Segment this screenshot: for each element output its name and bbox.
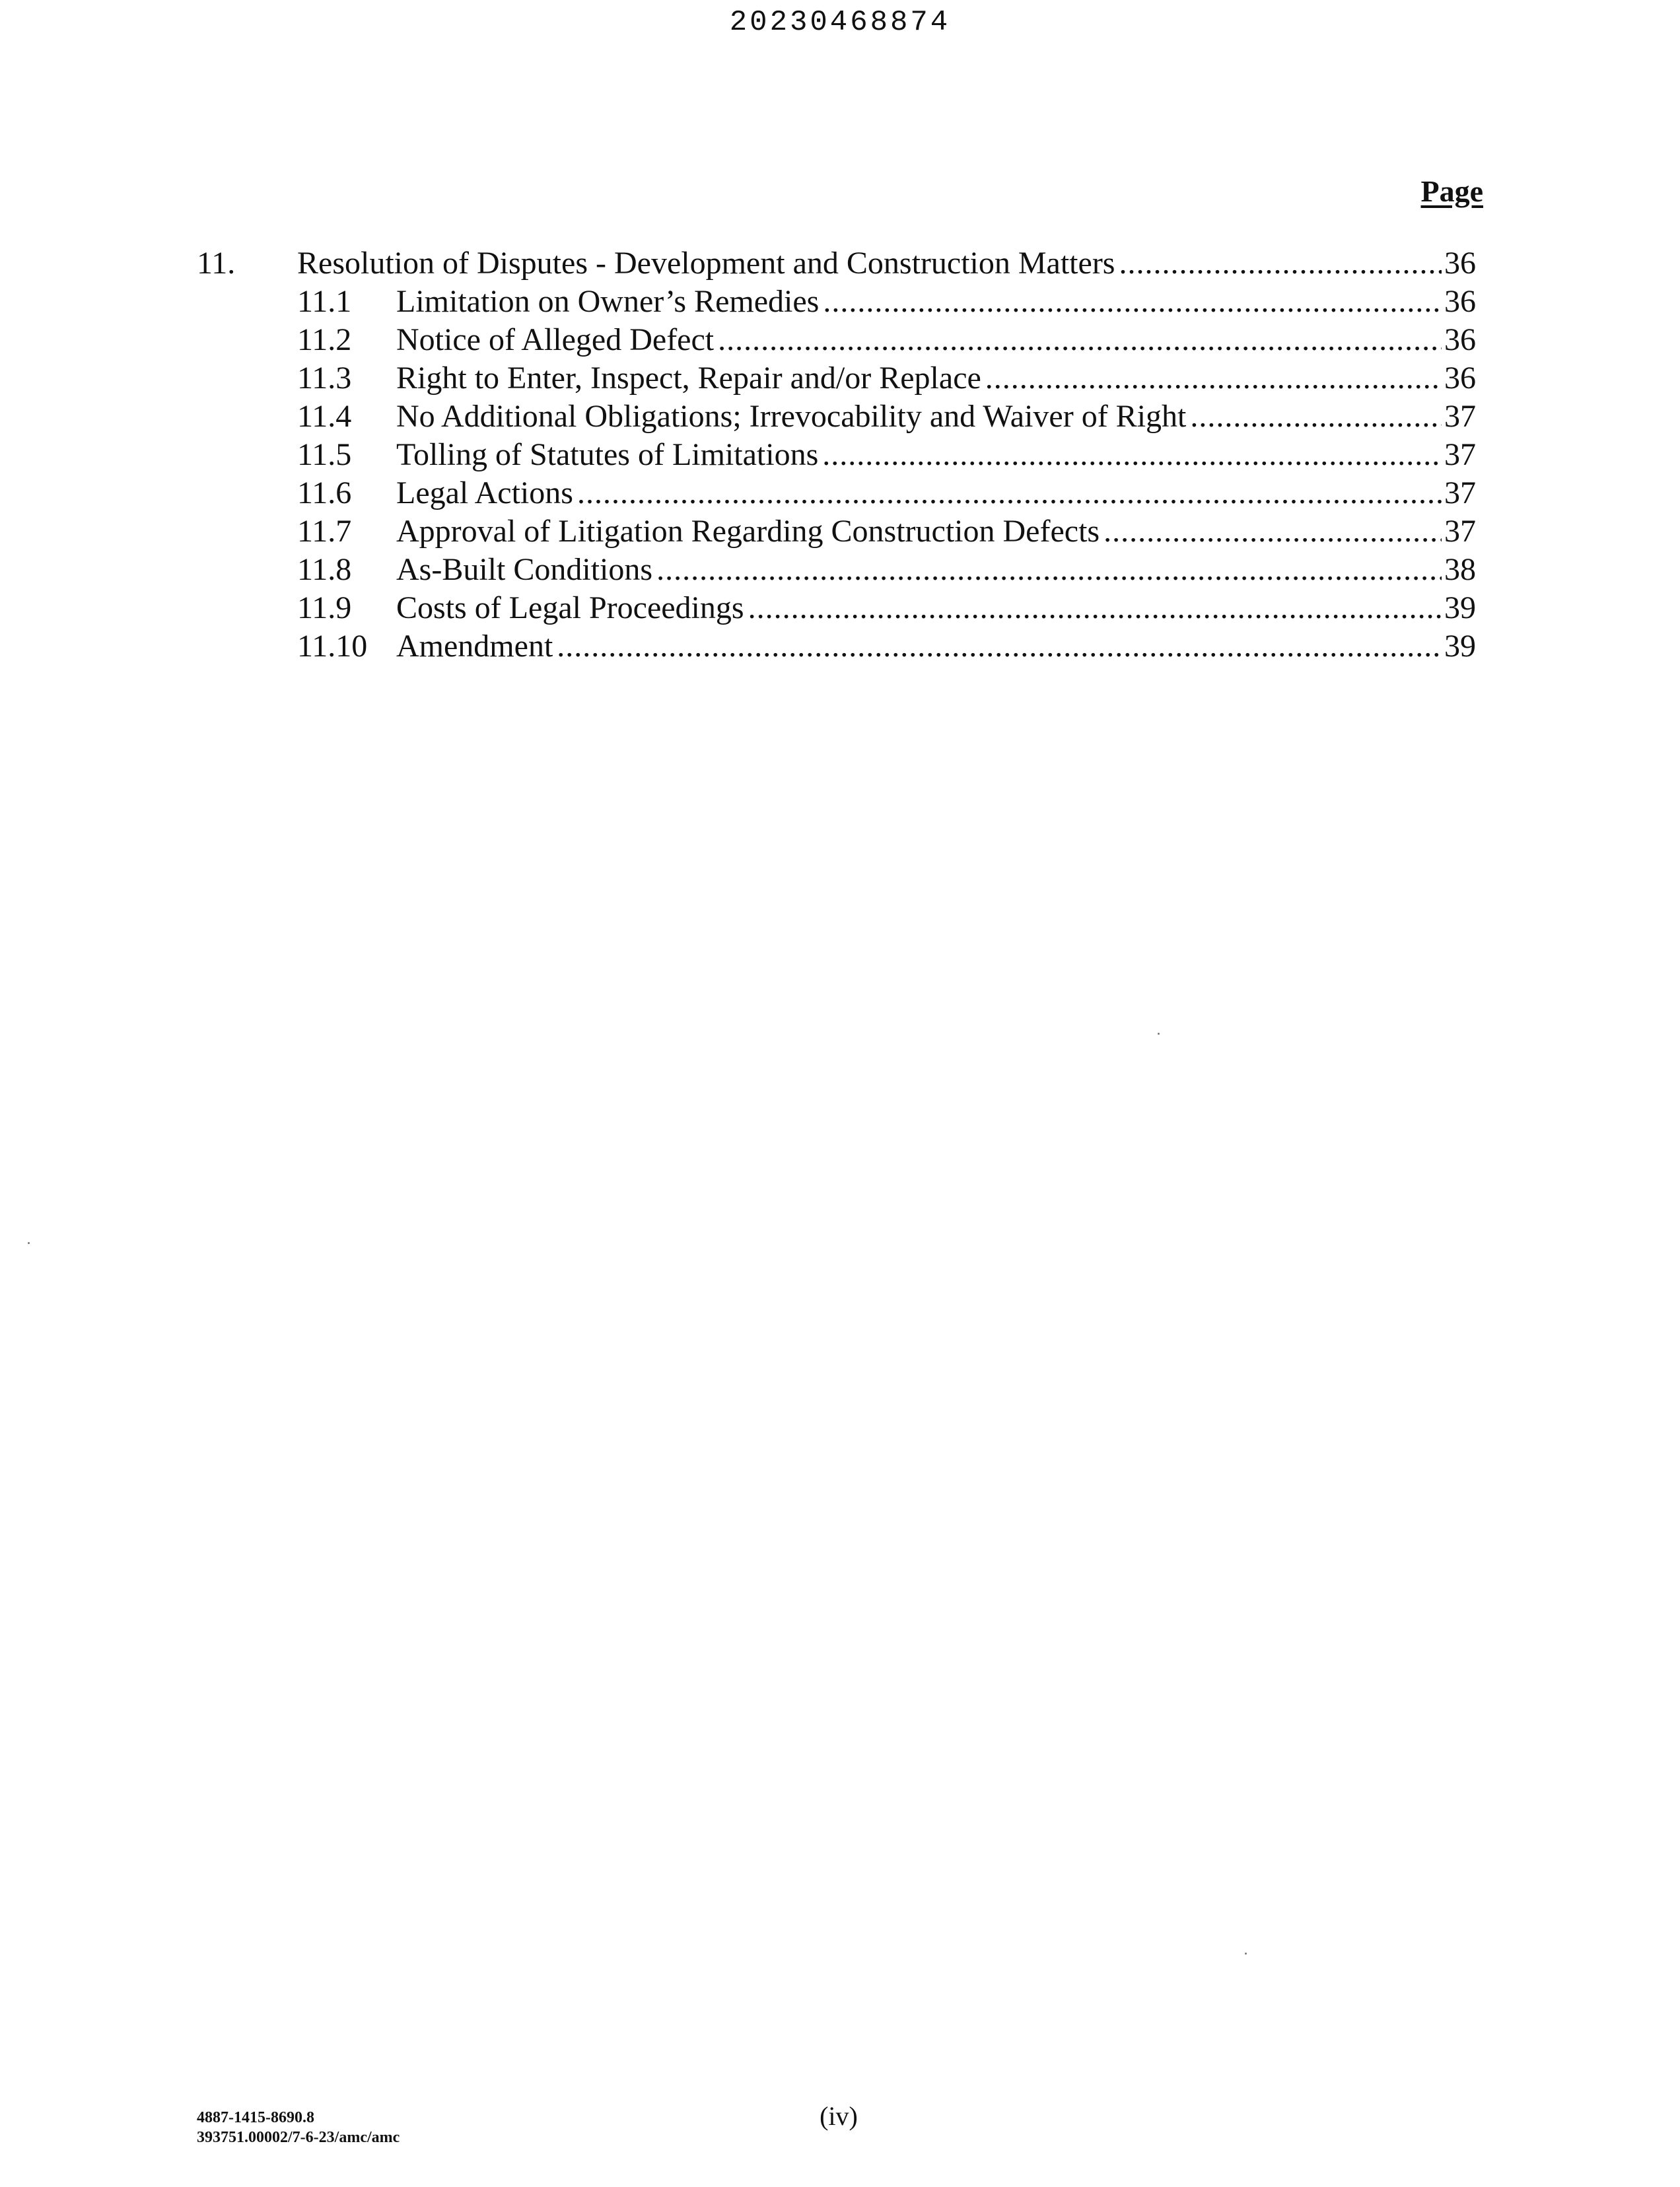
toc-subsection-number: 11.7 (297, 514, 352, 549)
toc-subsection-row (0, 283, 1680, 321)
toc-subsection-page: 36 (1444, 361, 1476, 396)
toc-subsection-number: 11.4 (297, 399, 352, 434)
toc-section-page: 36 (1444, 246, 1476, 281)
dot-leader (577, 474, 1442, 512)
toc-subsection-page: 39 (1444, 590, 1476, 625)
dot-leader (1103, 512, 1442, 551)
toc-subsection-title: Legal Actions (396, 475, 573, 510)
toc-subsection-page: 38 (1444, 552, 1476, 587)
toc-subsection-row (0, 436, 1680, 474)
toc-subsection-page: 37 (1444, 437, 1476, 472)
dot-leader (823, 283, 1442, 321)
toc-subsection-row (0, 512, 1680, 551)
toc-subsection-number: 11.1 (297, 284, 352, 319)
toc-subsection-title: Notice of Alleged Defect (396, 322, 715, 357)
toc-subsection-row (0, 589, 1680, 627)
toc-section-title: Resolution of Disputes - Development and Construction Matters (297, 246, 1115, 281)
toc-subsection-title: Right to Enter, Inspect, Repair and/or Replace (396, 361, 981, 396)
toc-subsection-row (0, 398, 1680, 436)
dot-leader (557, 627, 1442, 666)
toc-subsection-entry (396, 436, 1476, 474)
toc-subsection-row (0, 359, 1680, 398)
toc-subsection-row (0, 321, 1680, 359)
toc-subsection-number: 11.6 (297, 475, 352, 510)
document-id-footer (197, 2108, 400, 2147)
scan-speck (1158, 1033, 1160, 1035)
toc-subsection-page: 39 (1444, 629, 1476, 664)
toc-subsection-entry (396, 321, 1476, 359)
document-id-line: 393751.00002/7-6-23/amc/amc (197, 2129, 400, 2146)
dot-leader (718, 321, 1442, 359)
toc-subsection-number: 11.2 (297, 322, 352, 357)
toc-subsection-title: Limitation on Owner’s Remedies (396, 284, 820, 319)
toc-subsection-number: 11.5 (297, 437, 352, 472)
toc-subsection-page: 36 (1444, 284, 1476, 319)
toc-subsection-number: 11.10 (297, 629, 368, 664)
dot-leader (1119, 244, 1442, 283)
toc-section-entry (297, 244, 1476, 283)
page-column-heading: Page (1420, 174, 1483, 208)
toc-subsection-page: 37 (1444, 514, 1476, 549)
toc-subsection-title: As-Built Conditions (396, 552, 653, 587)
toc-subsection-row (0, 627, 1680, 666)
toc-section-row (0, 244, 1680, 283)
toc-subsection-number: 11.8 (297, 552, 352, 587)
toc-subsection-title: Costs of Legal Proceedings (396, 590, 744, 625)
toc-subsection-title: Approval of Litigation Regarding Construction Defects (396, 514, 1100, 549)
toc-subsection-entry (396, 512, 1476, 551)
toc-subsection-row (0, 474, 1680, 512)
dot-leader (822, 436, 1442, 474)
toc-subsection-entry (396, 359, 1476, 398)
toc-subsection-entry (396, 627, 1476, 666)
toc-subsection-title: Amendment (396, 629, 553, 664)
page-number: (iv) (820, 2101, 858, 2131)
dot-leader (985, 359, 1442, 398)
toc-subsection-entry (396, 589, 1476, 627)
scan-speck (28, 1242, 30, 1244)
scan-speck (1245, 1953, 1247, 1955)
toc-section-number: 11. (197, 246, 236, 281)
toc-subsection-entry (396, 551, 1476, 589)
toc-subsection-number: 11.3 (297, 361, 352, 396)
document-id-line: 4887-1415-8690.8 (197, 2109, 314, 2126)
toc-subsection-number: 11.9 (297, 590, 352, 625)
dot-leader (1190, 398, 1442, 436)
toc-subsection-entry (396, 474, 1476, 512)
recording-number: 20230468874 (729, 6, 951, 39)
toc-subsection-page: 37 (1444, 399, 1476, 434)
dot-leader (656, 551, 1442, 589)
toc-subsection-page: 36 (1444, 322, 1476, 357)
toc-subsection-title: No Additional Obligations; Irrevocability and Waiver of Right (396, 399, 1187, 434)
toc-subsection-title: Tolling of Statutes of Limitations (396, 437, 819, 472)
dot-leader (748, 589, 1442, 627)
toc-subsection-entry (396, 283, 1476, 321)
toc-subsection-page: 37 (1444, 475, 1476, 510)
toc-subsection-row (0, 551, 1680, 589)
toc-subsection-entry (396, 398, 1476, 436)
